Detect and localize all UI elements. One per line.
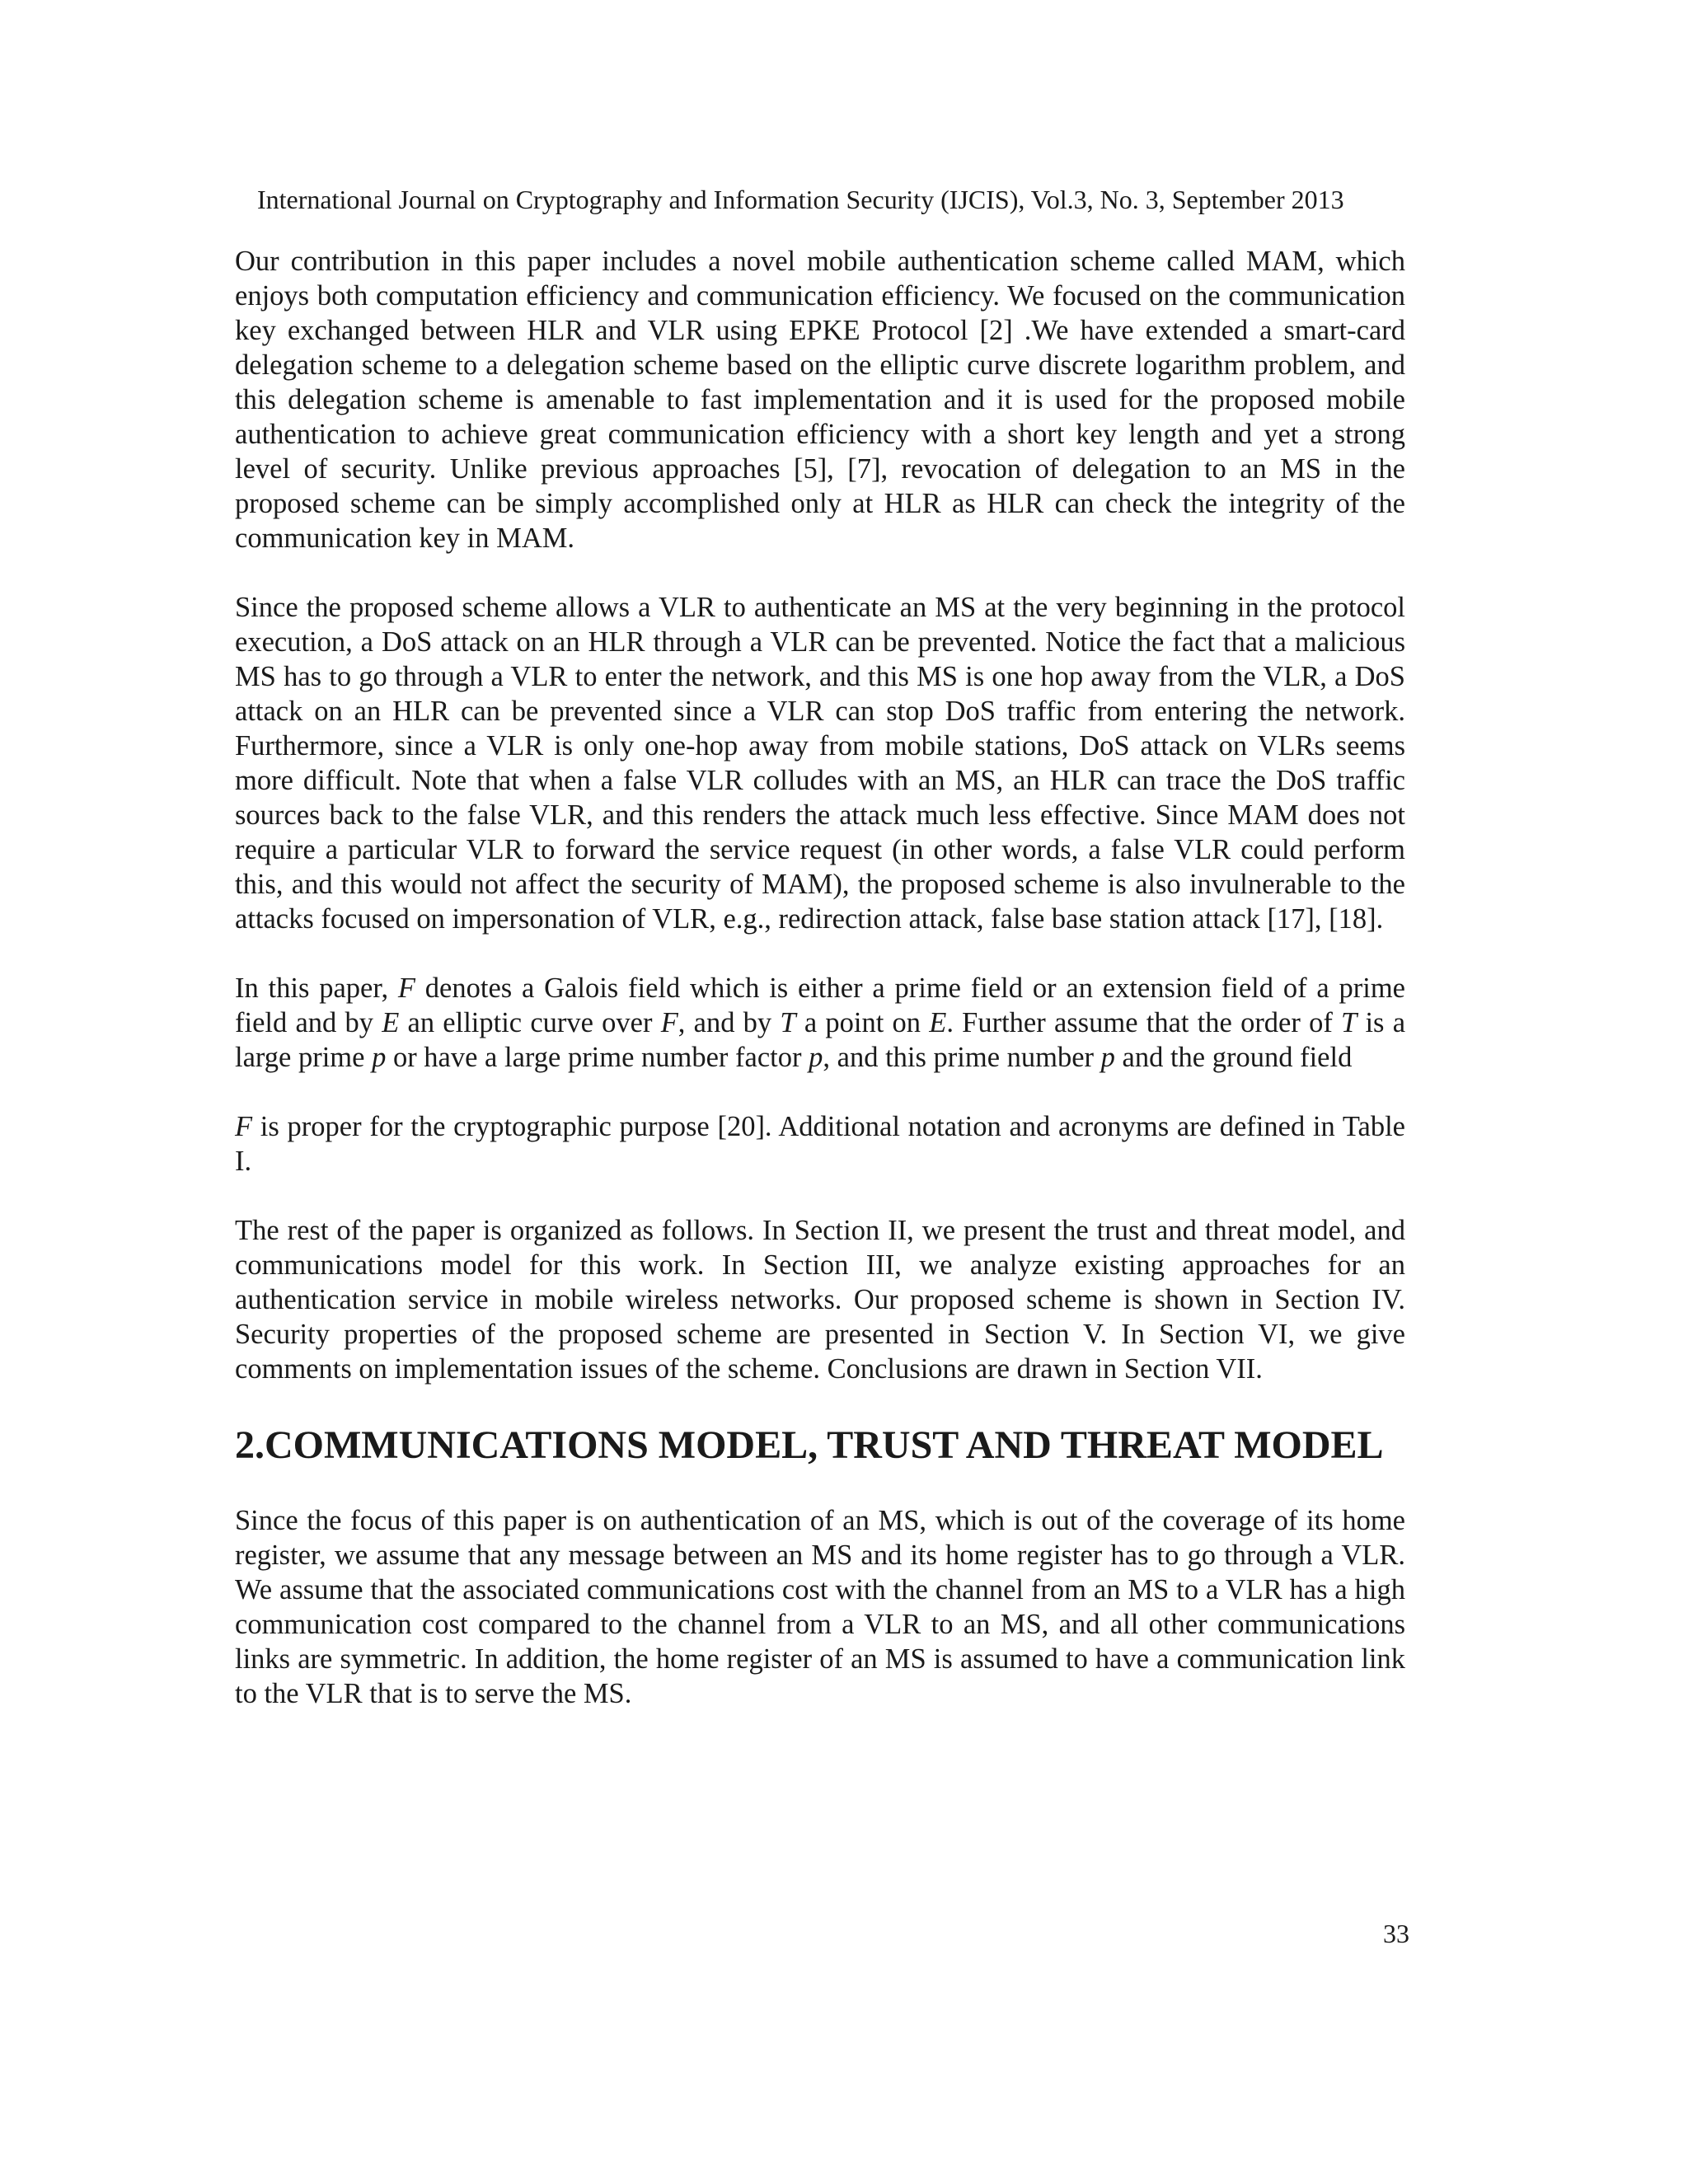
- notation-text: an elliptic curve over: [399, 1007, 661, 1038]
- paragraph-organization: The rest of the paper is organized as follows. In Section II, we present the trust and threat model, and communications model for this work. In Section III, we analyze existing approaches for an authentication service in mobile wireless networks. Our proposed scheme is shown in Section IV. Security properties of the proposed scheme are presented in Section V. In Section VI, we give comments on implementation issues of the scheme. Conclusions are drawn in Section VII.: [235, 1215, 1405, 1385]
- notation-text: a point on: [795, 1007, 930, 1038]
- paragraph-field-proper: [235, 1109, 1405, 1179]
- page-number: 33: [1383, 1919, 1409, 1948]
- math-symbol-F: F: [660, 1007, 678, 1038]
- math-symbol-p: p: [1100, 1042, 1115, 1073]
- notation-text: , and by: [678, 1007, 781, 1038]
- section-heading: 2.COMMUNICATIONS MODEL, TRUST AND THREAT MODEL: [235, 1423, 1384, 1467]
- math-symbol-p: p: [372, 1042, 387, 1073]
- math-symbol-T: T: [780, 1007, 796, 1038]
- math-symbol-F: F: [397, 972, 415, 1004]
- math-symbol-E: E: [929, 1007, 947, 1038]
- math-symbol-E: E: [382, 1007, 400, 1038]
- math-symbol-F: F: [235, 1111, 253, 1142]
- notation-text: or have a large prime number factor: [386, 1042, 809, 1073]
- notation-text: denotes a Galois field which is either a prime field or an extension field of a prime field and by: [235, 972, 1405, 1038]
- notation-text: In this paper,: [235, 972, 398, 1004]
- math-symbol-T: T: [1341, 1007, 1357, 1038]
- paragraph-notation: [235, 971, 1405, 1075]
- article-body: [235, 244, 1405, 1736]
- paragraph-contribution: Our contribution in this paper includes a novel mobile authentication scheme called MAM, which enjoys both computation efficiency and communication efficiency. We focused on the communication key exchanged between HLR and VLR using EPKE Protocol [2] .We have extended a smart-card delegation scheme to a delegation scheme based on the elliptic curve discrete logarithm problem, and this delegation scheme is amenable to fast implementation and it is used for the proposed mobile authentication to achieve great communication efficiency with a short key length and yet a strong level of security. Unlike previous approaches [5], [7], revocation of delegation to an MS in the proposed scheme can be simply accomplished only at HLR as HLR can check the integrity of the communication key in MAM.: [235, 246, 1405, 554]
- running-header: International Journal on Cryptography and Information Security (IJCIS), Vol.3, No. 3, September 2013: [257, 185, 1344, 214]
- notation-text: . Further assume that the order of: [946, 1007, 1342, 1038]
- paragraph-dos-attack: Since the proposed scheme allows a VLR to authenticate an MS at the very beginning in the protocol execution, a DoS attack on an HLR through a VLR can be prevented. Notice the fact that a malicious MS has to go through a VLR to enter the network, and this MS is one hop away from the VLR, a DoS attack on an HLR can be prevented since a VLR can stop DoS traffic from entering the network. Furthermore, since a VLR is only one-hop away from mobile stations, DoS attack on VLRs seems more difficult. Note that when a false VLR colludes with an MS, an HLR can trace the DoS traffic sources back to the false VLR, and this renders the attack much less effective. Since MAM does not require a particular VLR to forward the service request (in other words, a false VLR could perform this, and this would not affect the security of MAM), the proposed scheme is also invulnerable to the attacks focused on impersonation of VLR, e.g., redirection attack, false base station attack [17], [18].: [235, 592, 1405, 935]
- notation-text: and the ground field: [1114, 1042, 1353, 1073]
- notation-text: is proper for the cryptographic purpose [20]. Additional notation and acronyms are defined in Table I.: [235, 1111, 1405, 1177]
- notation-text: is a large prime: [235, 1007, 1406, 1073]
- math-symbol-p: p: [809, 1042, 823, 1073]
- paragraph-communications-model: Since the focus of this paper is on authentication of an MS, which is out of the coverage of its home register, we assume that any message between an MS and its home register has to go through a VLR. We assume that the associated communications cost with the channel from an MS to a VLR has a high communication cost compared to the channel from a VLR to an MS, and all other communications links are symmetric. In addition, the home register of an MS is assumed to have a communication link to the VLR that is to serve the MS.: [235, 1505, 1405, 1709]
- notation-text: , and this prime number: [823, 1042, 1101, 1073]
